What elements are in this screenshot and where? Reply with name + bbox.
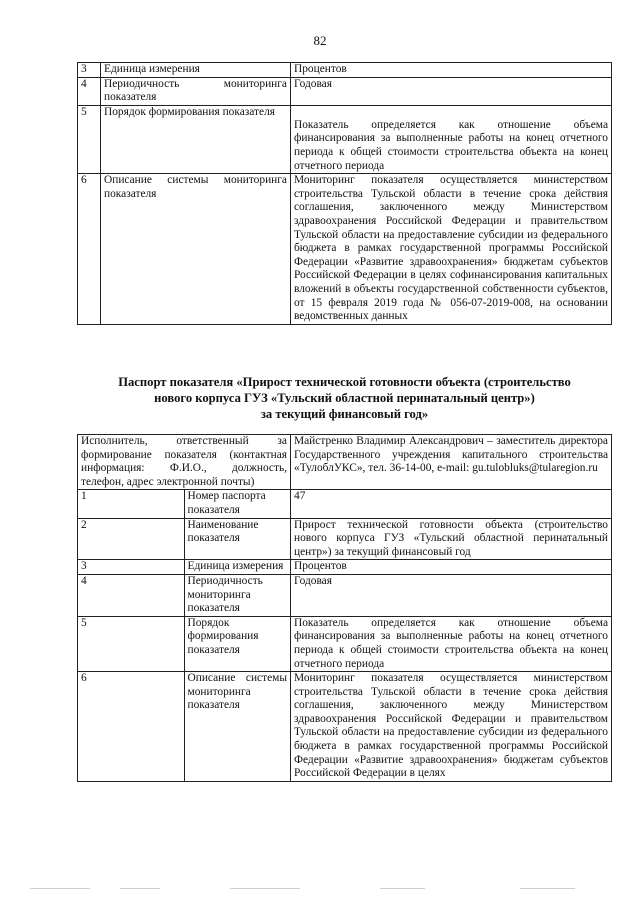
row-number: 3	[78, 560, 185, 575]
row-label: Единица измерения	[184, 560, 291, 575]
row-label: Наименование показателя	[184, 518, 291, 560]
scan-artifact	[120, 888, 160, 889]
scan-artifact	[230, 888, 300, 889]
executor-value: Майстренко Владимир Александрович – заместитель директора Государственного учреждения капитального строительства «ТулоблУКС», тел. 36-14-00, e-mail: gu.tulobluks@tularegion.ru	[291, 435, 612, 490]
row-value: Прирост технической готовности объекта (строительство нового корпуса ГУЗ «Тульский областной перинатальный центр») за текущий финансовый год	[291, 518, 612, 560]
row-label: Единица измерения	[101, 63, 291, 78]
row-label: Порядок формирования показателя	[184, 616, 291, 671]
row-number: 4	[78, 574, 185, 616]
row-label: Номер паспорта показателя	[184, 490, 291, 518]
page-number: 82	[313, 33, 327, 48]
heading-line: Паспорт показателя «Прирост технической готовности объекта (строительство	[118, 375, 571, 389]
table-row	[78, 574, 612, 616]
row-value: Годовая	[291, 77, 612, 105]
row-number: 6	[78, 174, 101, 325]
row-value: Процентов	[291, 560, 612, 575]
indicator-passport-table	[77, 434, 612, 782]
row-value: Мониторинг показателя осуществляется министерством строительства Тульской области в течение срока действия соглашения, заключенного между Министерством здравоохранения Российской Федерации и правительством Тульской области на предоставление субсидии из федерального бюджета в рамках государственной программы Российской Федерации «Развитие здравоохранения» бюджетам субъектов Российской Федерации в целях софинансирования капитальных вложений в объекты государственной собственности субъектов, от 15 февраля 2019 года № 056-07-2019-008, на основании ведомственных данных	[291, 174, 612, 325]
row-value: Показатель определяется как отношение объема финансирования за выполненные работы на конец отчетного периода к общей стоимости строительства объекта на конец отчетного периода	[291, 105, 612, 173]
heading-line: за текущий финансовый год»	[260, 407, 429, 421]
scan-artifact	[520, 888, 575, 889]
row-number: 1	[78, 490, 185, 518]
scan-artifact	[380, 888, 425, 889]
row-label: Периодичность мониторинга показателя	[184, 574, 291, 616]
scan-artifact	[30, 888, 90, 889]
row-number: 2	[78, 518, 185, 560]
row-number: 3	[78, 63, 101, 78]
row-number: 5	[78, 616, 185, 671]
table-row	[78, 77, 612, 105]
row-label: Периодичность мониторинга показателя	[101, 77, 291, 105]
table-row	[78, 435, 612, 490]
row-value: Процентов	[291, 63, 612, 78]
table-row	[78, 174, 612, 325]
table-row	[78, 672, 612, 782]
executor-label: Исполнитель, ответственный за формирование показателя (контактная информация: Ф.И.О., должность, телефон, адрес электронной почты)	[78, 435, 291, 490]
row-value: Годовая	[291, 574, 612, 616]
row-value: Показатель определяется как отношение объема финансирования за выполненные работы на конец отчетного периода к общей стоимости строительства объекта на конец отчетного периода	[291, 616, 612, 671]
row-number: 4	[78, 77, 101, 105]
row-number: 5	[78, 105, 101, 173]
heading-line: нового корпуса ГУЗ «Тульский областной перинатальный центр»)	[154, 391, 535, 405]
row-value: Мониторинг показателя осуществляется министерством строительства Тульской области в течение срока действия соглашения, заключенного между Министерством здравоохранения Российской Федерации и правительством Тульской области на предоставление субсидии из федерального бюджета в рамках государственной программы Российской Федерации «Развитие здравоохранения» бюджетам субъектов Российской Федерации в целях	[291, 672, 612, 782]
row-label: Описание системы мониторинга показателя	[184, 672, 291, 782]
table-row	[78, 490, 612, 518]
row-label: Порядок формирования показателя	[101, 105, 291, 173]
row-label: Описание системы мониторинга показателя	[101, 174, 291, 325]
passport-heading	[77, 374, 612, 422]
indicator-passport-table-continued	[77, 62, 612, 325]
row-number: 6	[78, 672, 185, 782]
row-value: 47	[291, 490, 612, 518]
table-row	[78, 105, 612, 173]
table-row	[78, 560, 612, 575]
table-row	[78, 63, 612, 78]
table-row	[78, 518, 612, 560]
table-row	[78, 616, 612, 671]
